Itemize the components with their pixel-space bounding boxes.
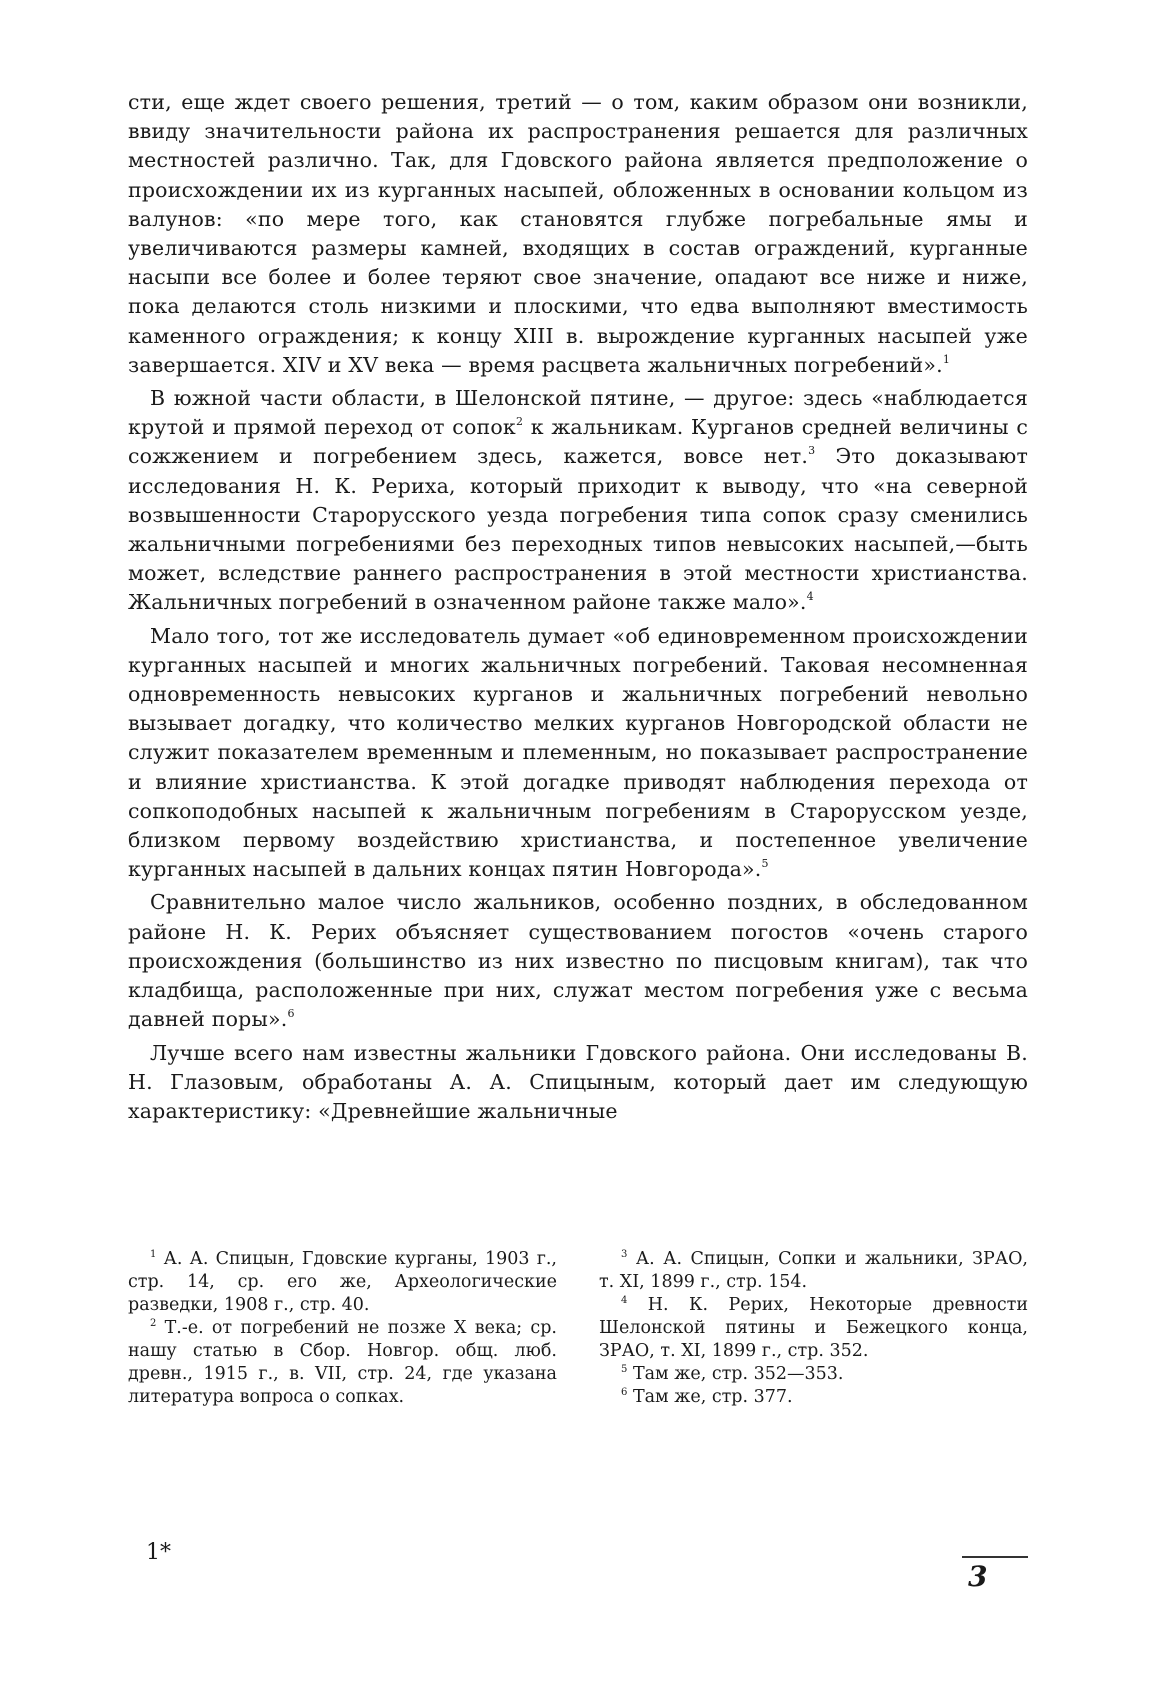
page-number: 3 bbox=[968, 1560, 988, 1593]
paragraph-4 bbox=[128, 888, 1028, 1034]
footnote-text: Там же, стр. 377. bbox=[632, 1387, 793, 1407]
footnote-3 bbox=[599, 1248, 1028, 1294]
footnote-text: Там же, стр. 352—353. bbox=[632, 1364, 844, 1384]
footnote-text: А. А. Спицын, Гдовские курганы, 1903 г., стр. 14, ср. его же, Археологические разведки, 1908 г., стр. 40. bbox=[128, 1249, 557, 1315]
paragraph-2-text-c: Это доказывают исследования Н. К. Рериха, который приходит к выводу, что «на северной возвышенности Старорусского уезда погребения типа сопок сразу сменились жальничными погребениями без переходных типов невысоких насыпей,—быть может, вследствие раннего распространения в этой местности христианства. Жальничных погребений в означенном районе также мало». bbox=[128, 444, 1028, 615]
footnote-4 bbox=[599, 1294, 1028, 1363]
footnote-text: А. А. Спицын, Сопки и жальники, ЗРАО, т. XI, 1899 г., стр. 154. bbox=[599, 1249, 1028, 1292]
footnote-ref-1: 1 bbox=[942, 352, 951, 366]
footnotes-left-column bbox=[128, 1248, 557, 1409]
paragraph-2-text-b: к жальникам. Курганов средней величины с сожжением и погребением здесь, кажется, вовсе нет. bbox=[128, 415, 1028, 469]
footnote-ref-4: 4 bbox=[806, 590, 814, 604]
footnote-number: 3 bbox=[621, 1249, 628, 1260]
footnote-text: Н. К. Рерих, Некоторые древности Шелонской пятины и Бежецкого конца, ЗРАО, т. XI, 1899 г., стр. 352. bbox=[599, 1295, 1028, 1361]
footnote-number: 1 bbox=[150, 1249, 157, 1260]
footnote-6 bbox=[599, 1386, 1028, 1409]
paragraph-5 bbox=[128, 1039, 1028, 1127]
footnote-ref-2: 2 bbox=[515, 415, 524, 429]
paragraph-4-text: Сравнительно малое число жальников, особенно поздних, в обследованном районе Н. К. Рерих объясняет существованием погостов «очень старого происхождения (большинство из них известно по писцовым книгам), так что кладбища, расположенные при них, служат местом погребения уже с весьма давней поры». bbox=[128, 890, 1028, 1032]
footnote-2 bbox=[128, 1317, 557, 1409]
footnote-ref-5: 5 bbox=[761, 857, 769, 871]
footnotes bbox=[128, 1248, 1028, 1409]
paragraph-5-text: Лучше всего нам известны жальники Гдовского района. Они исследованы В. Н. Глазовым, обработаны А. А. Спицыным, который дает им следующую характеристику: «Древнейшие жальничные bbox=[128, 1040, 1028, 1123]
footnote-5 bbox=[599, 1363, 1028, 1386]
main-text bbox=[128, 88, 1028, 1130]
footnote-number: 5 bbox=[621, 1364, 628, 1375]
paragraph-1 bbox=[128, 88, 1028, 380]
footnote-number: 4 bbox=[621, 1295, 628, 1306]
footnote-1 bbox=[128, 1248, 557, 1317]
footnote-ref-3: 3 bbox=[808, 444, 816, 458]
page-number-rule bbox=[962, 1556, 1028, 1558]
footnote-number: 6 bbox=[621, 1387, 628, 1398]
paragraph-2 bbox=[128, 384, 1028, 618]
footnotes-right-column bbox=[599, 1248, 1028, 1409]
paragraph-1-text: сти, еще ждет своего решения, третий — о том, каким образом они возникли, ввиду значительности района их распространения решается для различных местностей различно. Так, для Гдовского района является предположение о происхождении их из курганных насыпей, обложенных в основании кольцом из валунов: «по мере того, как становятся глубже погребальные ямы и увеличиваются размеры камней, входящих в состав ограждений, курганные насыпи все более и более теряют свое значение, опадают все ниже и ниже, пока делаются столь низкими и плоскими, что едва выполняют вместимость каменного ограждения; к концу XIII в. вырождение курганных насыпей уже завершается. XIV и XV века — время расцвета жальничных погребений». bbox=[128, 90, 1028, 377]
printer-signature: 1* bbox=[146, 1540, 171, 1565]
footnote-text: Т.-е. от погребений не позже X века; ср. нашу статью в Сбор. Новгор. общ. люб. древн., 1915 г., в. VII, стр. 24, где указана литература вопроса о сопках. bbox=[128, 1318, 557, 1407]
footnote-ref-6: 6 bbox=[287, 1007, 295, 1021]
paragraph-3 bbox=[128, 622, 1028, 885]
paragraph-2-text-a: В южной части области, в Шелонской пятине, — другое: здесь «наблюдается крутой и прямой переход от сопок bbox=[128, 386, 1028, 440]
footnote-number: 2 bbox=[150, 1318, 157, 1329]
paragraph-3-text: Мало того, тот же исследователь думает «об единовременном происхождении курганных насыпей и многих жальничных погребений. Таковая несомненная одновременность невысоких курганов и жальничных погребений невольно вызывает догадку, что количество мелких курганов Новгородской области не служит показателем временным и племенным, но показывает распространение и влияние христианства. К этой догадке приводят наблюдения перехода от сопкоподобных насыпей к жальничным погребениям в Старорусском уезде, близком первому воздействию христианства, и постепенное увеличение курганных насыпей в дальних концах пятин Новгорода». bbox=[128, 623, 1028, 882]
